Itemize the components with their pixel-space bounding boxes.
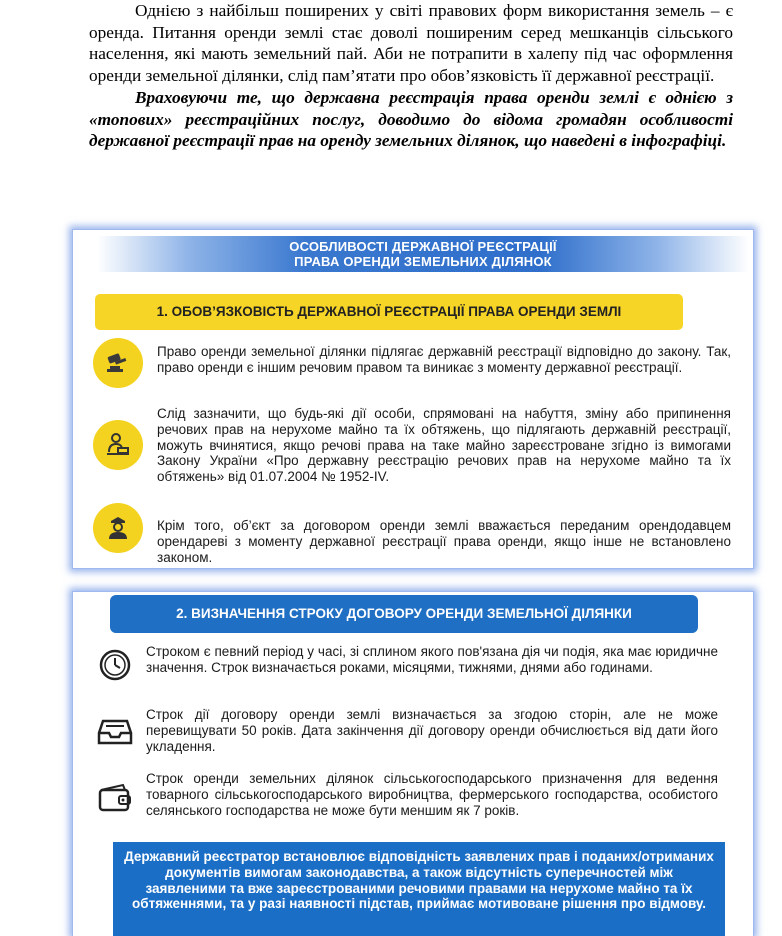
header-line-2: ПРАВА ОРЕНДИ ЗЕМЕЛЬНИХ ДІЛЯНОК: [294, 254, 552, 269]
section-1-title: 1. ОБОВ’ЯЗКОВІСТЬ ДЕРЖАВНОЇ РЕЄСТРАЦІЇ ПРАВА ОРЕНДИ ЗЕМЛІ: [95, 294, 683, 330]
item-4-text: Строком є певний період у часі, зі сплином якого пов'язана дія чи подія, яка має юридичне значення. Строк визначається роками, місяцями, тижнями, днями або годинами.: [146, 644, 718, 675]
intro-paragraph-1: Однією з найбільш поширених у світі правових форм використання земель – є оренда. Питання оренди землі стає доволі поширеним серед мешканців сільського населення, які мають земельний пай. Аби не потрапити в халепу під час оформлення оренди земельної ділянки, слід пам’ятати про обов’язковість її державної реєстрації.: [89, 1, 733, 85]
header-line-1: ОСОБЛИВОСТІ ДЕРЖАВНОЇ РЕЄСТРАЦІЇ: [289, 238, 557, 254]
infographic-panel-1: [72, 229, 754, 569]
item-6-text: Строк оренди земельних ділянок сільськогосподарського призначення для ведення товарного сільськогосподарського виробництва, фермерського господарства, особистого селянського господарства не може бути меншим як 7 років.: [146, 771, 718, 818]
registrar-note: Державний реєстратор встановлює відповідність заявлених прав і поданих/отриманих документів вимогам законодавства, а також відсутність суперечностей між заявленими та вже зареєстрованими речовими правами на нерухоме майно та їх обтяженнями, та у разі наявності підстав, приймає мотивоване рішення про відмову.: [113, 842, 725, 936]
section-2-title: 2. ВИЗНАЧЕННЯ СТРОКУ ДОГОВОРУ ОРЕНДИ ЗЕМЕЛЬНОЇ ДІЛЯНКИ: [110, 595, 698, 633]
item-1-text: Право оренди земельної ділянки підлягає державній реєстрації відповідно до закону. Так, право оренди є іншим речовим правом та виникає з моменту державної реєстрації.: [157, 344, 731, 375]
intro-paragraph-2: Враховуючи те, що державна реєстрація права оренди землі є однією з «топових» реєстраційних послуг, доводимо до відома громадян особливості державної реєстрації прав на оренду земельних ділянок, що наведені в інфографіці.: [89, 88, 733, 150]
item-5-text: Строк дії договору оренди землі визначається за згодою сторін, але не може перевищувати 50 років. Дата закінчення дії договору оренди обчислюється від дати його укладення.: [146, 707, 718, 754]
item-3-text: Крім того, об’єкт за договором оренди землі вважається переданим орендодавцем орендареві з моменту державної реєстрації права оренди, якщо інше не встановлено законом.: [157, 518, 731, 565]
infographic-panel-2: [72, 591, 754, 936]
wallet-icon: [95, 780, 135, 816]
gavel-icon: [93, 338, 143, 388]
intro-text: [89, 0, 733, 152]
inbox-tray-icon: [95, 713, 135, 749]
person-desk-icon: [93, 420, 143, 470]
clock-icon: [95, 647, 135, 683]
officer-icon: [93, 503, 143, 553]
infographic-header: [97, 236, 749, 272]
item-2-text: Слід зазначити, що будь-які дії особи, спрямовані на набуття, зміну або припинення речових прав на нерухоме майно та їх обтяжень, що підлягають державній реєстрації, можуть вчинятися, якщо речові права на таке майно зареєстроване згідно із вимогами Закону України «Про державну реєстрацію речових прав на нерухоме майно та їх обтяжень» від 01.07.2004 № 1952-IV.: [157, 406, 731, 485]
